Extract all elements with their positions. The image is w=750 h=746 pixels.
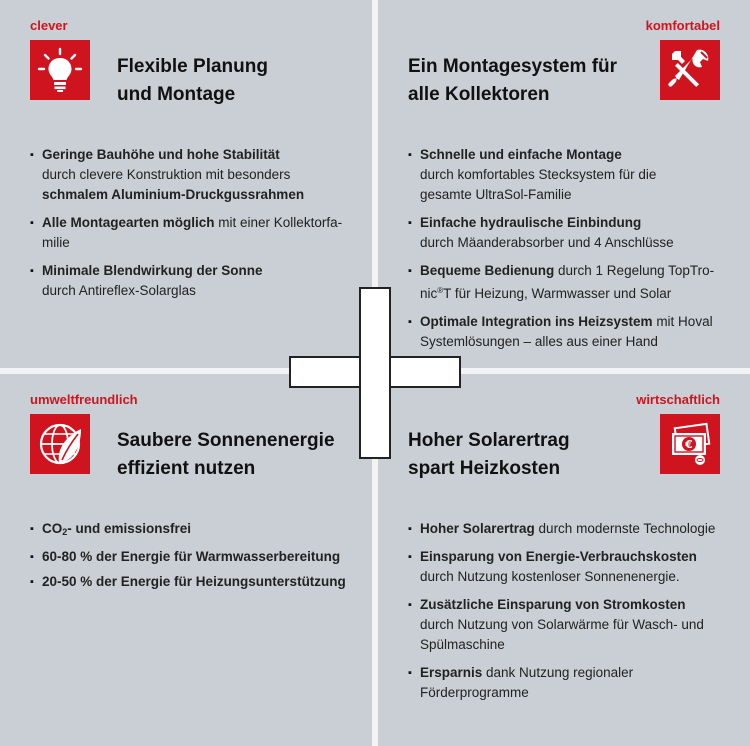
- quadrant-umweltfreundlich: [0, 374, 372, 746]
- item-bold: Optimale Integration ins Heizsystem: [420, 314, 653, 329]
- list-item: [408, 519, 736, 539]
- item-text: durch komfortables Stecksystem für die: [420, 167, 657, 182]
- item-text: Förderprogramme: [420, 685, 529, 700]
- item-text: mit einer Kollektorfa-: [214, 215, 343, 230]
- item-text: Spülmaschine: [420, 637, 505, 652]
- category-tag: komfortabel: [645, 18, 720, 33]
- list-item: [30, 261, 358, 301]
- list-item: [408, 213, 736, 253]
- category-tag: clever: [30, 18, 68, 33]
- list-item: [30, 572, 358, 592]
- list-item: [30, 547, 358, 567]
- item-bold: schmalem Aluminium-Druckgussrahmen: [42, 187, 305, 202]
- item-bold: 20-50 % der Energie für Heizungsunterstützung: [42, 574, 346, 589]
- item-text: durch Mäanderabsorber und 4 Anschlüsse: [420, 235, 674, 250]
- list-item: [408, 261, 736, 304]
- item-text: durch clevere Konstruktion mit besonders: [42, 167, 291, 182]
- heading-line: Flexible Planung: [117, 56, 268, 77]
- item-bold: Schnelle und einfache Montage: [420, 147, 622, 162]
- item-text: durch modernste Technologie: [534, 521, 716, 536]
- item-text: T für Heizung, Warmwasser und Solar: [443, 286, 672, 301]
- item-bold: CO: [42, 521, 63, 536]
- registered-mark: ®: [437, 286, 444, 295]
- item-bold: Bequeme Bedienung: [420, 263, 555, 278]
- quadrant-heading: [408, 427, 570, 483]
- heading-line: spart Heizkosten: [408, 458, 561, 479]
- category-tag: umweltfreundlich: [30, 392, 138, 407]
- item-bold: - und emissionsfrei: [67, 521, 192, 536]
- item-bold: Einfache hydraulische Einbindung: [420, 215, 642, 230]
- quadrant-heading: [117, 53, 268, 109]
- quadrant-heading: [117, 427, 335, 483]
- item-text: durch Nutzung kostenloser Sonnenenergie.: [420, 569, 680, 584]
- item-text: milie: [42, 235, 70, 250]
- item-text: durch Nutzung von Solarwärme für Wasch- und: [420, 617, 704, 632]
- list-item: [30, 519, 358, 542]
- heading-line: Ein Montagesystem für: [408, 56, 618, 77]
- list-item: [408, 145, 736, 205]
- heading-line: Hoher Solarertrag: [408, 430, 570, 451]
- heading-line: effizient nutzen: [117, 458, 256, 479]
- item-text: Systemlösungen – alles aus einer Hand: [420, 334, 658, 349]
- heading-line: und Montage: [117, 84, 236, 105]
- feature-list: [30, 145, 358, 309]
- euro-banknote-icon: [660, 414, 720, 474]
- list-item: [30, 145, 358, 205]
- feature-list: [408, 519, 736, 711]
- heading-line: alle Kollektoren: [408, 84, 550, 105]
- tools-icon: [660, 40, 720, 100]
- feature-list: [30, 519, 358, 597]
- subscript: 2: [62, 527, 68, 537]
- list-item: [408, 312, 736, 352]
- item-text: gesamte UltraSol-Familie: [420, 187, 572, 202]
- item-text: mit Hoval: [652, 314, 713, 329]
- item-bold: Geringe Bauhöhe und hohe Stabilität: [42, 147, 280, 162]
- item-text: nic: [420, 286, 438, 301]
- quadrant-wirtschaftlich: [378, 374, 750, 746]
- item-bold: Ersparnis: [420, 665, 483, 680]
- heading-line: Saubere Sonnenenergie: [117, 430, 335, 451]
- item-bold: 60-80 % der Energie für Warmwasserbereitung: [42, 549, 341, 564]
- item-bold: Einsparung von Energie-Verbrauchskosten: [420, 549, 697, 564]
- center-cross-core: [361, 358, 389, 386]
- list-item: [408, 595, 736, 655]
- svg-text:€: €: [685, 438, 693, 451]
- item-bold: Alle Montagearten möglich: [42, 215, 215, 230]
- globe-leaf-icon: [30, 414, 90, 474]
- lightbulb-icon: [30, 40, 90, 100]
- list-item: [408, 663, 736, 703]
- list-item: [30, 213, 358, 253]
- quadrant-clever: [0, 0, 372, 368]
- feature-list: [408, 145, 736, 360]
- category-tag: wirtschaftlich: [636, 392, 720, 407]
- item-text: durch 1 Regelung TopTro-: [554, 263, 715, 278]
- quadrant-komfortabel: [378, 0, 750, 368]
- item-bold: Hoher Solarertrag: [420, 521, 535, 536]
- quadrant-heading: [408, 53, 617, 109]
- item-bold: Zusätzliche Einsparung von Stromkosten: [420, 597, 686, 612]
- item-text: durch Antireflex-Solarglas: [42, 283, 196, 298]
- item-bold: Minimale Blendwirkung der Sonne: [42, 263, 263, 278]
- list-item: [408, 547, 736, 587]
- item-text: dank Nutzung regionaler: [482, 665, 634, 680]
